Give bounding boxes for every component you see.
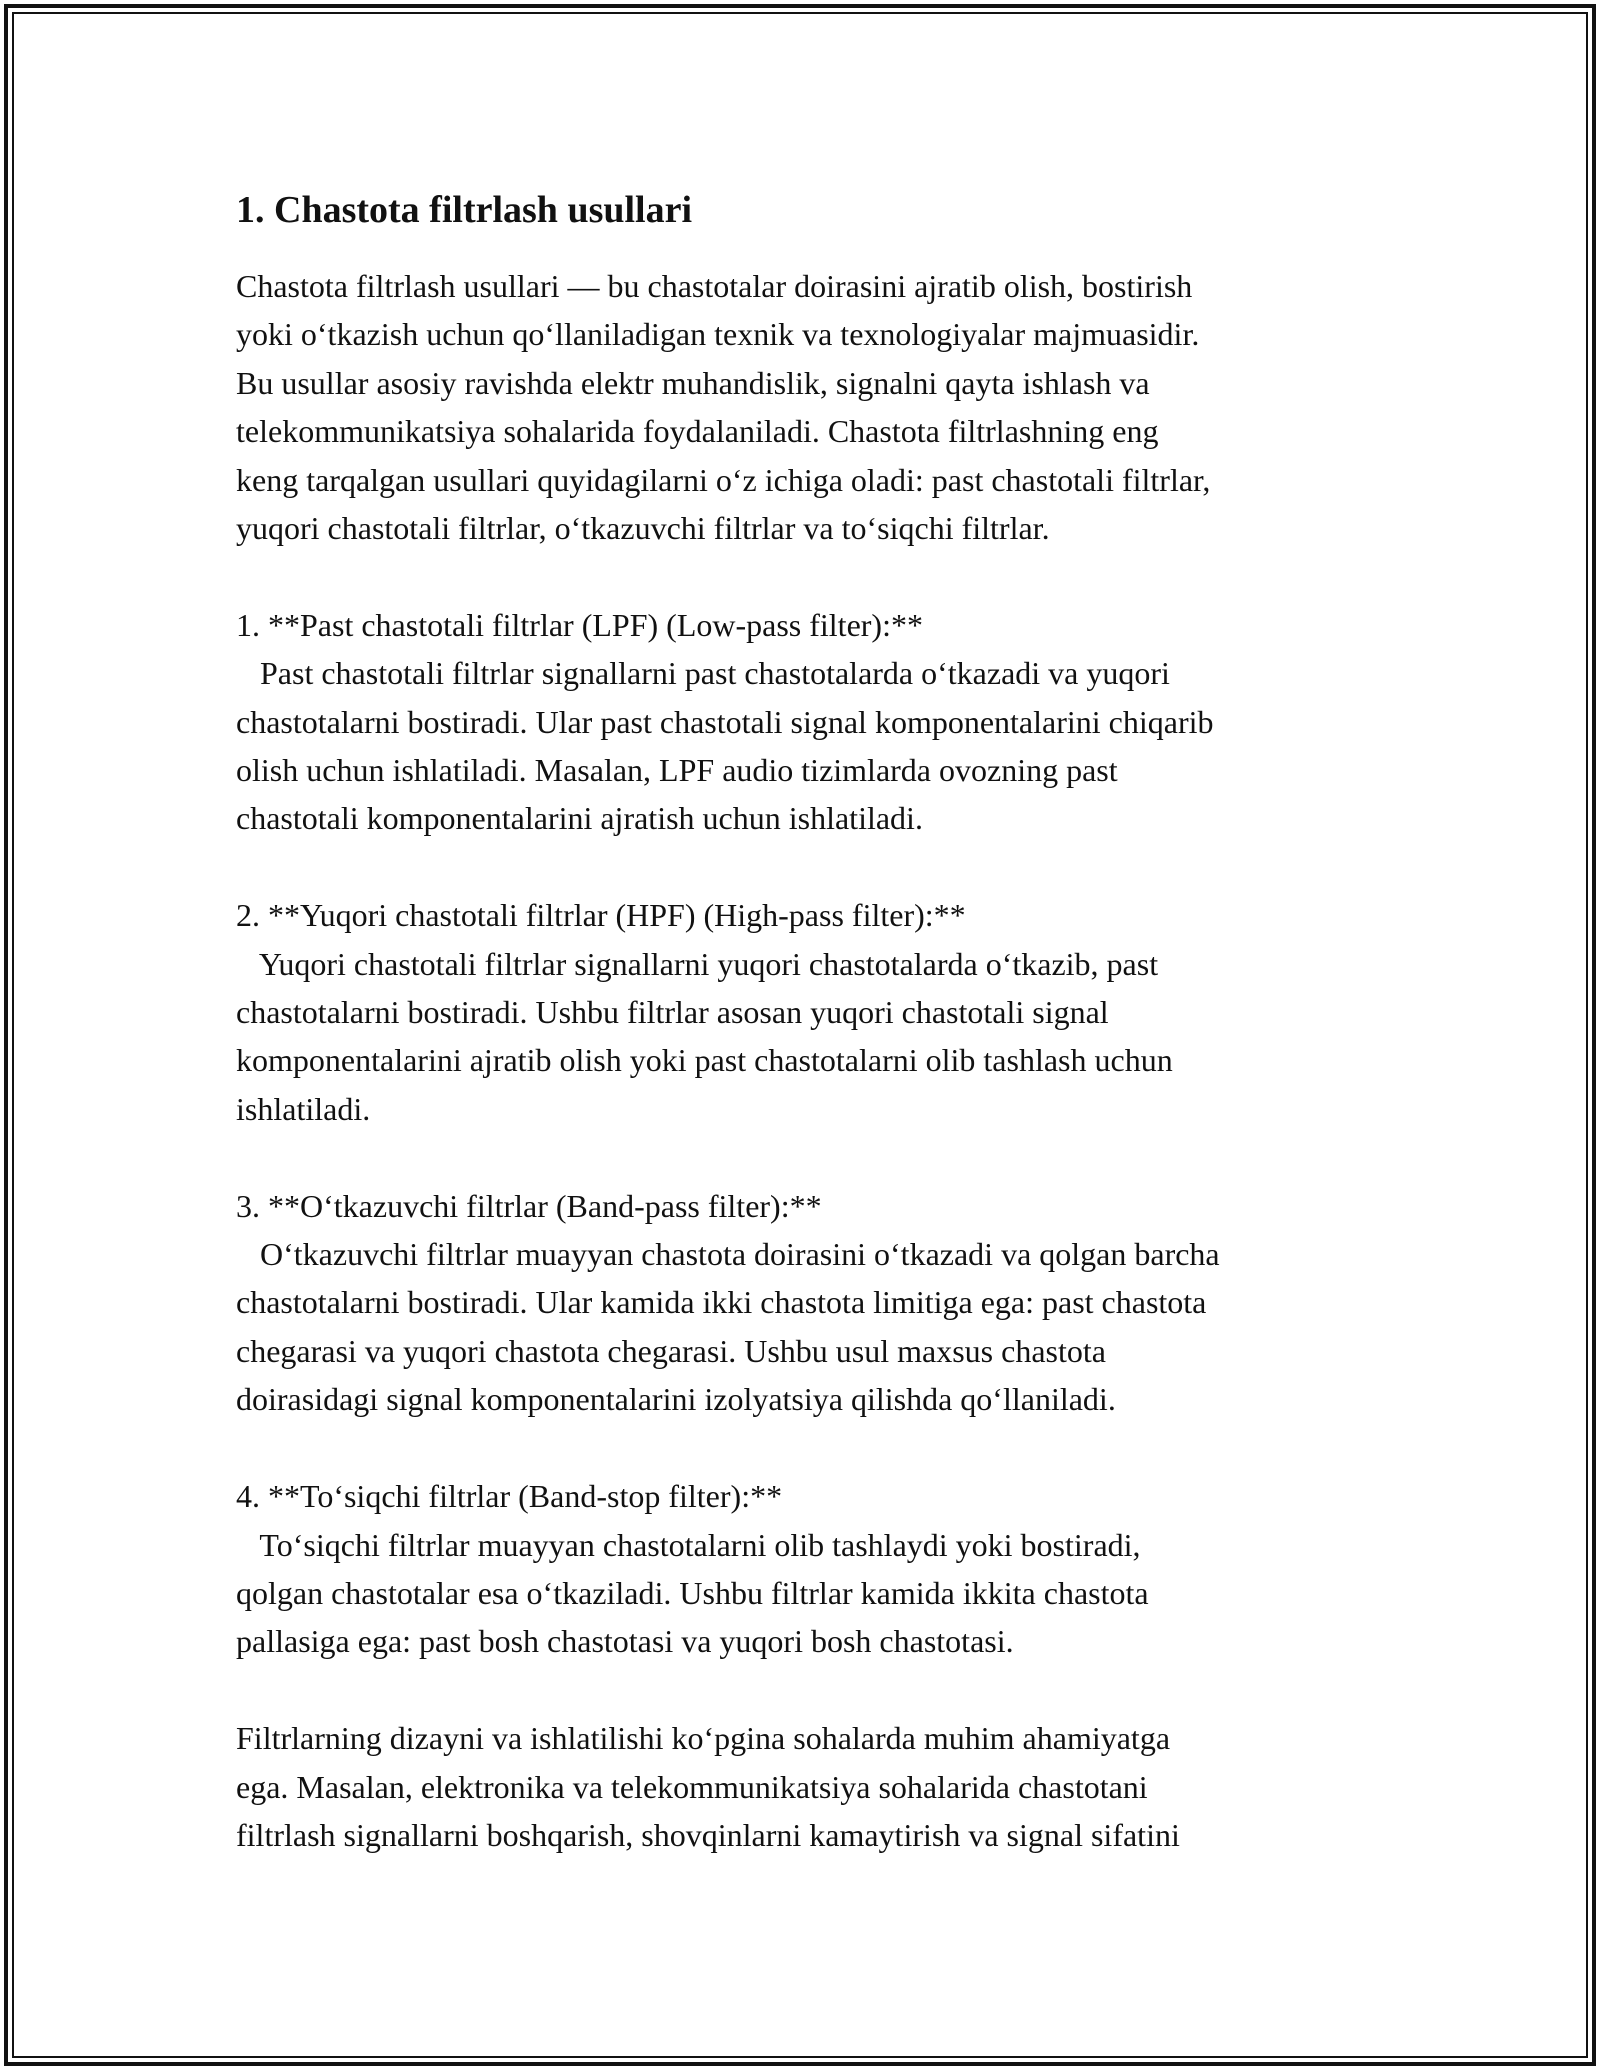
text-line: yuqori chastotali filtrlar, o‘tkazuvchi filtrlar va to‘siqchi filtrlar. <box>236 510 1050 547</box>
section-hpf <box>236 891 1376 1133</box>
text-line: Bu usullar asosiy ravishda elektr muhandislik, signalni qayta ishlash va <box>236 364 1150 401</box>
text-line: ega. Masalan, elektronika va telekommunikatsiya sohalarida chastotani <box>236 1768 1148 1805</box>
section-title: 4. **To‘siqchi filtrlar (Band-stop filter):** <box>236 1478 783 1515</box>
text-line: chastotalarni bostiradi. Ushbu filtrlar asosan yuqori chastotali signal <box>236 994 1109 1031</box>
text-line: doirasidagi signal komponentalarini izolyatsiya qilishda qo‘llaniladi. <box>236 1381 1116 1418</box>
text-line: Chastota filtrlash usullari — bu chastotalar doirasini ajratib olish, bostirish <box>236 268 1193 304</box>
text-line: yoki o‘tkazish uchun qo‘llaniladigan texnik va texnologiyalar majmuasidir. <box>236 316 1200 353</box>
section-title: 3. **O‘tkazuvchi filtrlar (Band-pass filter):** <box>236 1187 822 1224</box>
text-line: chastotali komponentalarini ajratish uchun ishlatiladi. <box>236 800 923 837</box>
text-line: Yuqori chastotali filtrlar signallarni yuqori chastotalarda o‘tkazib, past <box>236 945 1159 982</box>
text-line: qolgan chastotalar esa o‘tkaziladi. Ushbu filtrlar kamida ikkita chastota <box>236 1574 1149 1611</box>
text-line: olish uchun ishlatiladi. Masalan, LPF audio tizimlarda ovozning past <box>236 752 1118 789</box>
text-line: telekommunikatsiya sohalarida foydalaniladi. Chastota filtrlashning eng <box>236 413 1159 450</box>
section-title: 1. **Past chastotali filtrlar (LPF) (Low-pass filter):** <box>236 606 923 643</box>
text-line: Filtrlarning dizayni va ishlatilishi ko‘pgina sohalarda muhim ahamiyatga <box>236 1720 1171 1757</box>
text-line: chastotalarni bostiradi. Ular past chastotali signal komponentalarini chiqarib <box>236 703 1214 740</box>
text-line: keng tarqalgan usullari quyidagilarni o‘z ichiga oladi: past chastotali filtrlar, <box>236 461 1211 498</box>
document-body <box>236 186 1376 1908</box>
text-line: Past chastotali filtrlar signallarni past chastotalarda o‘tkazadi va yuqori <box>236 655 1170 692</box>
text-line: filtrlash signallarni boshqarish, shovqinlarni kamaytirish va signal sifatini <box>236 1816 1180 1853</box>
section-band-stop <box>236 1472 1376 1666</box>
text-line: pallasiga ega: past bosh chastotasi va yuqori bosh chastotasi. <box>236 1623 1014 1660</box>
intro-paragraph <box>236 262 1376 552</box>
text-line: komponentalarini ajratib olish yoki past chastotalarni olib tashlash uchun <box>236 1042 1173 1079</box>
section-lpf <box>236 601 1376 843</box>
section-title: 2. **Yuqori chastotali filtrlar (HPF) (High-pass filter):** <box>236 897 966 934</box>
text-line: chegarasi va yuqori chastota chegarasi. Ushbu usul maxsus chastota <box>236 1332 1106 1369</box>
page-title: 1. Chastota filtrlash usullari <box>236 189 693 231</box>
text-line: O‘tkazuvchi filtrlar muayyan chastota doirasini o‘tkazadi va qolgan barcha <box>236 1236 1220 1273</box>
text-line: ishlatiladi. <box>236 1090 371 1127</box>
text-line: chastotalarni bostiradi. Ular kamida ikki chastota limitiga ega: past chastota <box>236 1284 1207 1321</box>
text-line: To‘siqchi filtrlar muayyan chastotalarni olib tashlaydi yoki bostiradi, <box>236 1526 1141 1563</box>
closing-paragraph <box>236 1714 1376 1859</box>
section-band-pass <box>236 1182 1376 1424</box>
